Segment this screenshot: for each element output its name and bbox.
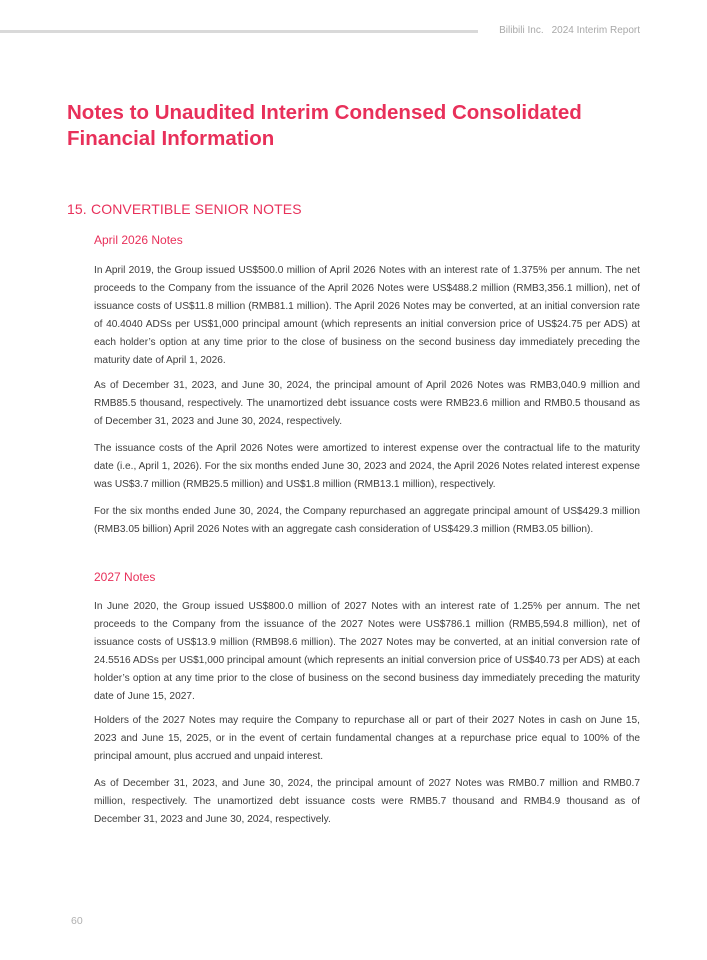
- paragraph: As of December 31, 2023, and June 30, 2024, the principal amount of April 2026 Notes was RMB3,040.9 million and RMB85.5 thousand, respectively. The unamortized debt issuance costs were RMB23.6 million and RMB0.5 thousand as of December 31, 2023 and June 30, 2024, respectively.: [94, 380, 640, 427]
- page-number: 60: [71, 915, 83, 927]
- section-number: 15.: [67, 201, 87, 217]
- page-title: Notes to Unaudited Interim Condensed Consolidated Financial Information: [67, 101, 582, 150]
- section-heading: [67, 201, 302, 217]
- header-divider: [0, 30, 478, 33]
- section-title: CONVERTIBLE SENIOR NOTES: [91, 201, 302, 217]
- paragraph: Holders of the 2027 Notes may require the Company to repurchase all or part of their 2027 Notes in cash on June 15, 2023 and June 15, 2025, or in the event of certain fundamental changes at a repurchase price equal to 100% of the principal amount, plus accrued and unpaid interest.: [94, 715, 640, 762]
- paragraph: In April 2019, the Group issued US$500.0 million of April 2026 Notes with an interest rate of 1.375% per annum. The net proceeds to the Company from the issuance of the April 2026 Notes were US$488.2 million (RMB3,356.1 million), net of issuance costs of US$11.8 million (RMB81.1 million). The April 2026 Notes may be converted, at an initial conversion rate of 40.4040 ADSs per US$1,000 principal amount (which represents an initial conversion price of US$24.75 per ADS) at each holder’s option at any time prior to the close of business on the second business day immediately preceding the maturity date of April 1, 2026.: [94, 265, 640, 366]
- running-header: [488, 25, 640, 36]
- subsection-heading-april-2026-notes: April 2026 Notes: [94, 233, 183, 247]
- header-report-title: 2024 Interim Report: [551, 25, 640, 36]
- paragraph: In June 2020, the Group issued US$800.0 million of 2027 Notes with an interest rate of 1.25% per annum. The net proceeds to the Company from the issuance of the 2027 Notes were US$786.1 million (RMB5,594.8 million), net of issuance costs of US$13.9 million (RMB98.6 million). The 2027 Notes may be converted, at an initial conversion rate of 24.5516 ADSs per US$1,000 principal amount (which represents an initial conversion price of US$40.73 per ADS) at each holder’s option at any time prior to the close of business on the second business day immediately preceding the maturity date of June 15, 2027.: [94, 601, 640, 702]
- paragraph: The issuance costs of the April 2026 Notes were amortized to interest expense over the contractual life to the maturity date (i.e., April 1, 2026). For the six months ended June 30, 2023 and 2024, the April 2026 Notes related interest expense was US$3.7 million (RMB25.5 million) and US$1.8 million (RMB13.1 million), respectively.: [94, 443, 640, 490]
- subsection-heading-2027-notes: 2027 Notes: [94, 570, 156, 584]
- header-company: Bilibili Inc.: [499, 25, 544, 36]
- paragraph: For the six months ended June 30, 2024, the Company repurchased an aggregate principal amount of US$429.3 million (RMB3.05 billion) April 2026 Notes with an aggregate cash consideration of US$429.3 million (RMB3.05 billion).: [94, 506, 640, 535]
- paragraph: As of December 31, 2023, and June 30, 2024, the principal amount of 2027 Notes was RMB0.7 million and RMB0.7 million, respectively. The unamortized debt issuance costs were RMB5.7 thousand and RMB4.9 thousand as of December 31, 2023 and June 30, 2024, respectively.: [94, 778, 640, 825]
